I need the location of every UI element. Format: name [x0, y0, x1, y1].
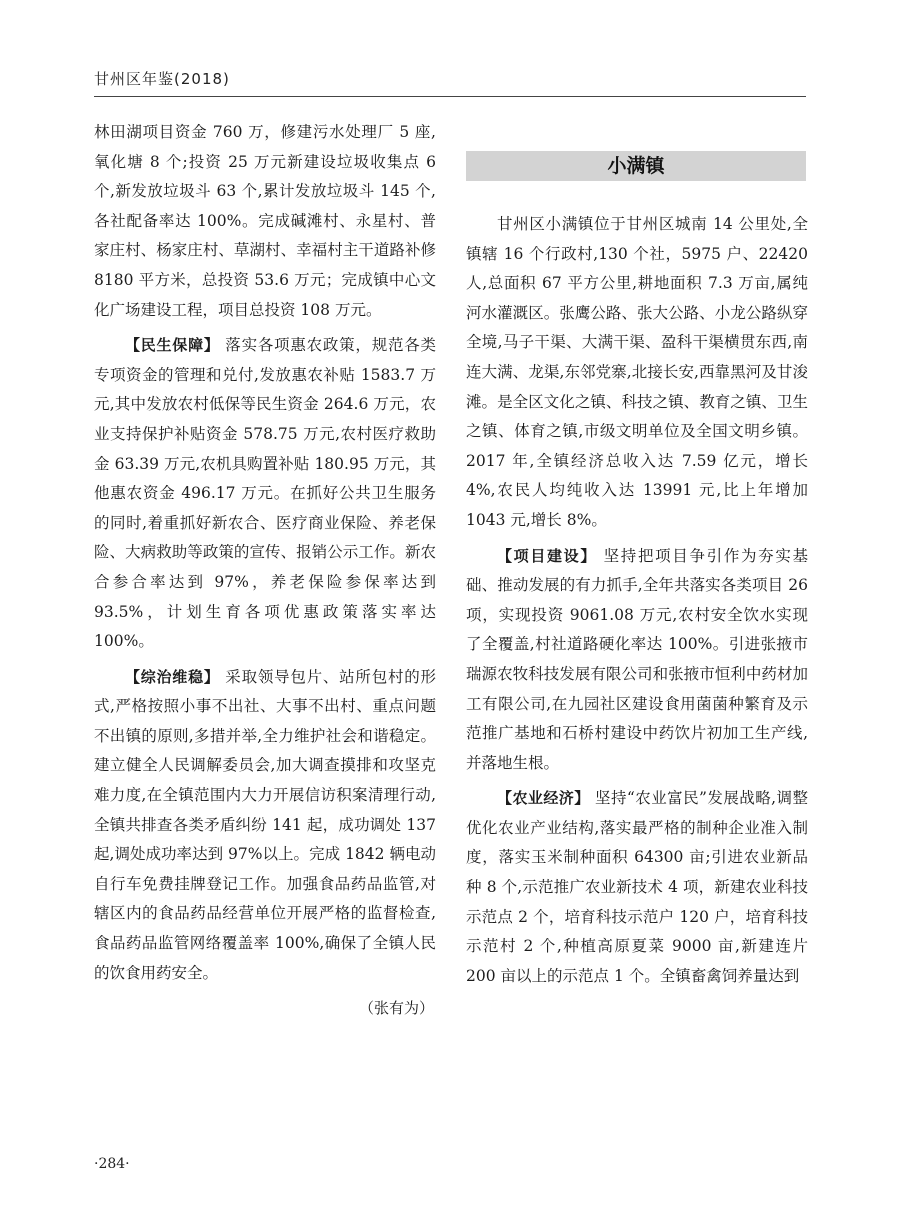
continued-paragraph: 林田湖项目资金 760 万，修建污水处理厂 5 座,氧化塘 8 个;投资 25 万元新建设垃圾收集点 6 个,新发放垃圾斗 63 个,累计发放垃圾斗 145 个,各社配备率达 100%。完成碱滩村、永星村、普家庄村、杨家庄村、草湖村、幸福村主干道路补修 8180 平方米，总投资 53.6 万元；完成镇中心文化广场建设工程，项目总投资 108 万元。: [94, 123, 436, 319]
author-credit: （张有为）: [358, 999, 434, 1018]
section-title-xiaoman: 小满镇: [466, 151, 806, 181]
projects-tag: 【项目建设】: [497, 546, 598, 565]
header-divider: [94, 96, 806, 97]
stability-paragraph: [94, 663, 436, 989]
intro-paragraph: 甘州区小满镇位于甘州区城南 14 公里处,全镇辖 16 个行政村,130 个社，5975 户、22420 人,总面积 67 平方公里,耕地面积 7.3 万亩,属纯河水灌溉区。张鹰公路、张大公路、小龙公路纵穿全境,马子干渠、大满干渠、盈科干渠横贯东西,南连大满、龙渠,东邻党寨,北接长安,西靠黑河及甘浚滩。是全区文化之镇、科技之镇、教育之镇、卫生之镇、体育之镇,市级文明单位及全国文明乡镇。2017 年,全镇经济总收入达 7.59 亿元，增长 4%,农民人均纯收入达 13991 元,比上年增加 1043 元,增长 8%。: [466, 215, 808, 529]
projects-text: 坚持把项目争引作为夯实基础、推动发展的有力抓手,全年共落实各类项目 26 项，实现投资 9061.08 万元,农村安全饮水实现了全覆盖,村社道路硬化率达 100%。引进张掖市瑞源农牧科技发展有限公司和张掖市恒利中药材加工有限公司,在九园社区建设食用菌菌种繁育及示范推广基地和石桥村建设中药饮片初加工生产线,并落地生根。: [466, 546, 808, 772]
stability-tag: 【综治维稳】: [125, 667, 220, 686]
agriculture-tag: 【农业经济】: [497, 789, 590, 808]
left-column: [94, 118, 436, 1024]
page-number: ·284·: [94, 1156, 130, 1172]
agriculture-text: 坚持“农业富民”发展战略,调整优化农业产业结构,落实最严格的制种企业准入制度，落实玉米制种面积 64300 亩;引进农业新品种 8 个,示范推广农业新技术 4 项，新建农业科技示范点 2 个，培育科技示范户 120 户，培育科技示范村 2 个,种植高原夏菜 9000 亩,新建连片 200 亩以上的示范点 1 个。全镇畜禽饲养量达到: [466, 789, 808, 985]
livelihood-paragraph: [94, 331, 436, 657]
livelihood-text: 落实各项惠农政策，规范各类专项资金的管理和兑付,发放惠农补贴 1583.7 万元,其中发放农村低保等民生资金 264.6 万元，农业支持保护补贴资金 578.75 万元,农村医疗救助金 63.39 万元,农机具购置补贴 180.95 万元，其他惠农资金 496.17 万元。在抓好公共卫生服务的同时,着重抓好新农合、医疗商业保险、养老保险、大病救助等政策的宣传、报销公示工作。新农合参合率达到 97%，养老保险参保率达到 93.5%，计划生育各项优惠政策落实率达 100%。: [94, 336, 436, 651]
agriculture-paragraph: [466, 784, 808, 991]
stability-text: 采取领导包片、站所包村的形式,严格按照小事不出社、大事不出村、重点问题不出镇的原则,多措并举,全力维护社会和谐稳定。建立健全人民调解委员会,加大调查摸排和攻坚克难力度,在全镇范围内大力开展信访积案清理行动,全镇共排查各类矛盾纠纷 141 起，成功调处 137 起,调处成功率达到 97%以上。完成 1842 辆电动自行车免费挂牌登记工作。加强食品药品监管,对辖区内的食品药品经营单位开展严格的监督检查,食品药品监管网络覆盖率 100%,确保了全镇人民的饮食用药安全。: [94, 667, 436, 982]
projects-paragraph: [466, 542, 808, 779]
right-column: [466, 210, 808, 997]
livelihood-tag: 【民生保障】: [125, 336, 220, 355]
running-header: 甘州区年鉴(2018): [94, 70, 230, 88]
